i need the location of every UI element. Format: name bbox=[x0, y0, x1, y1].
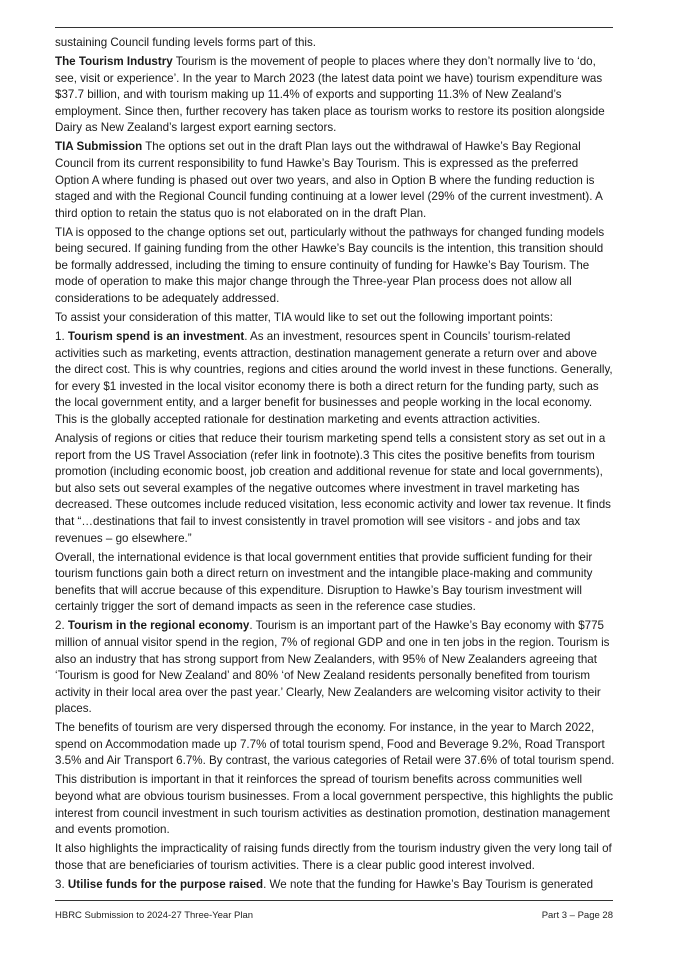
point-1-investment: 1. Tourism spend is an investment. As an investment, resources spent in Councils’ tourism-related activities such as marketing, events attraction, destination management generate a return over and above the direct cost. This is why countries, regions and cities around the world invest in these functions. Generally, for every $1 invested in the local visitor economy there is both a direct return for the funding party, such as the local government entity, and a larger benefit for businesses and people working in the local economy. This is the globally accepted rationale for destination marketing and events attraction activities. bbox=[55, 330, 613, 427]
point-heading: Utilise funds for the purpose raised bbox=[67, 877, 264, 891]
point-3-utilise-funds: 3. Utilise funds for the purpose raised. We note that the funding for Hawke’s Bay Tourism is generated bbox=[55, 877, 594, 891]
paragraph-intro-points: To assist your consideration of this matter, TIA would like to set out the following important points: bbox=[55, 311, 553, 325]
point-2-regional-economy: 2. Tourism in the regional economy. Tourism is an important part of the Hawke’s Bay economy with $775 million of annual visitor spend in the region, 7% of regional GDP and one in ten jobs in the region. Tourism is also an industry that has strong support from New Zealanders, with 95% of New Zealanders agreeing that ‘Tourism is good for New Zealand’ and 80% ‘of New Zealand residents personally benefited from tourism activity in their local area over the past year.’ Clearly, New Zealanders are welcoming visitor activity to their places. bbox=[55, 619, 610, 716]
paragraph-tia-submission: TIA Submission The options set out in the draft Plan lays out the withdrawal of Hawke’s Bay Regional Council from its current responsibility to fund Hawke’s Bay Tourism. This is expressed as the preferred Option A where funding is phased out over two years, and also in Option B where the funding reduction is staged and with the Regional Council funding continuing at a lower level (29% of the current investment). A third option to retain the status quo is not elaborated on in the draft Plan. bbox=[55, 140, 603, 220]
paragraph-tourism-industry: The Tourism Industry Tourism is the movement of people to places where they don’t normally live to ‘do, see, visit or experience’. In the year to March 2023 (the latest data point we have) tourism expenditure was $37.7 billion, and with tourism making up 11.4% of exports and supporting 11.3% of New Zealand’s employment. Since then, further recovery has taken place as tourism works to restore its position alongside Dairy as New Zealand’s largest export earning sectors. bbox=[55, 54, 605, 135]
paragraph-heading: TIA Submission bbox=[55, 140, 143, 154]
paragraph-tia-opposition: TIA is opposed to the change options set out, particularly without the pathways for changed funding models being secured. If gaining funding from the other Hawke’s Bay councils is the intention, this transition should be formally addressed, including the timing to ensure continuity of funding for Hawke’s Bay Tourism. The mode of operation to make this major change through the Three-year Plan process does not allow all considerations to be adequately addressed. bbox=[55, 225, 605, 306]
paragraph-continuation: sustaining Council funding levels forms part of this. bbox=[55, 36, 316, 49]
paragraph-distribution: This distribution is important in that it reinforces the spread of tourism benefits across communities well beyond what are obvious tourism businesses. From a local government perspective, this highlights the public interest from council investment in such tourism activities as destination promotion, destination management and events promotion. bbox=[55, 773, 614, 837]
point-heading: Tourism in the regional economy bbox=[67, 619, 250, 633]
footer-document-title: HBRC Submission to 2024-27 Three-Year Plan bbox=[55, 910, 254, 921]
point-heading: Tourism spend is an investment bbox=[67, 330, 245, 344]
document-body bbox=[55, 35, 615, 896]
paragraph-international-evidence: Overall, the international evidence is that local government entities that provide sufficient funding for their tourism functions gain both a direct return on investment and the intangible place-making and community benefits that will accrue because of this expenditure. Disruption to Hawke’s Bay tourism investment will certainly trigger the sort of demand impacts as seen in the reference case studies. bbox=[55, 550, 593, 614]
header-rule bbox=[55, 27, 613, 28]
footer-page-number: Part 3 – Page 28 bbox=[541, 910, 613, 921]
paragraph-heading: The Tourism Industry bbox=[55, 54, 173, 68]
paragraph-us-travel-analysis: Analysis of regions or cities that reduce their tourism marketing spend tells a consistent story as set out in a report from the US Travel Association (refer link in footnote).3 This cites the positive benefits from tourism promotion (including economic boost, job creation and additional revenue for state and local governments), but also sets out several examples of the negative outcomes where investment in travel marketing has decreased. These outcomes include reduced visitation, less economic activity and lower tax revenue. It finds that “…destinations that fail to invest consistently in travel promotion will see visitors - and jobs and tax revenues – go elsewhere.” bbox=[55, 432, 611, 545]
footer-rule bbox=[55, 900, 613, 901]
paragraph-impracticality: It also highlights the impracticality of raising funds directly from the tourism industry given the very long tail of those that are beneficiaries of tourism activities. There is a clear public good interest involved. bbox=[55, 842, 612, 872]
paragraph-dispersed-benefits: The benefits of tourism are very dispersed through the economy. For instance, in the year to March 2022, spend on Accommodation made up 7.7% of total tourism spend, Food and Beverage 9.2%, Road Transport 3.5% and Air Transport 6.7%. By contrast, the various categories of Retail were 37.6% of total tourism spend. bbox=[55, 721, 615, 768]
